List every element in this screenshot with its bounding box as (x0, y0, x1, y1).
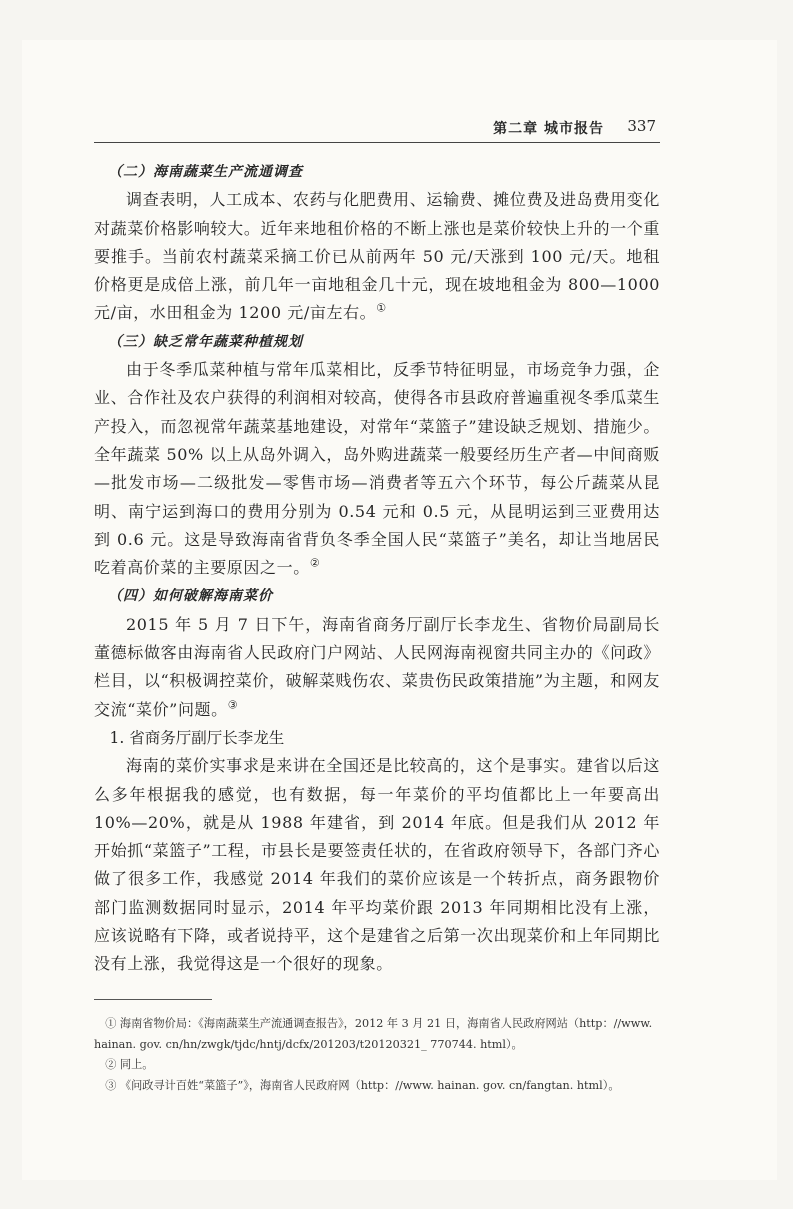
body-text (94, 158, 660, 979)
running-header (94, 112, 660, 143)
section-heading: （四）如何破解海南菜价 (108, 588, 273, 605)
section-heading: （二）海南蔬菜生产流通调查 (108, 164, 303, 180)
subsection-heading: 1. 省商务厅副厅长李龙生 (109, 728, 285, 747)
footnote-mark[interactable]: ① (376, 302, 387, 316)
footnote-divider (94, 999, 212, 1000)
footnote: ③ 《问政寻计百姓“菜篮子”》，海南省人民政府网（http：//www. hainan. gov. cn/fangtan. html）。 (105, 1078, 620, 1092)
footnote: ② 同上。 (105, 1058, 154, 1071)
paragraph (94, 186, 660, 327)
paragraph-text: 由于冬季瓜菜种植与常年瓜菜相比，反季节特征明显，市场竞争力强，企业、合作社及农户获得的利润相对较高，使得各市县政府普遍重视冬季瓜菜生产投入，而忽视常年蔬菜基地建设，对常年“菜篮子”建设缺乏规划、措施少。全年蔬菜 50% 以上从岛外调入，岛外购进蔬菜一般要经历生产者—中间商贩—批发市场—二级批发—零售市场—消费者等五六个环节，每公斤蔬菜从昆明、南宁运到海口的费用分别为 0.54 元和 0.5 元，从昆明运到三亚费用达到 0.6 元。这是导致海南省背负冬季全国人民“菜篮子”美名，却让当地居民吃着高价菜的主要原因之一。 (94, 360, 660, 578)
footnote-mark[interactable]: ③ (227, 698, 239, 712)
page-number: 337 (627, 117, 656, 135)
footnotes (94, 1014, 660, 1096)
paragraph-text: 2015 年 5 月 7 日下午，海南省商务厅副厅长李龙生、省物价局副局长董德标做客由海南省人民政府门户网站、人民网海南视窗共同主办的《问政》栏目，以“积极调控菜价，破解菜贱伤农、菜贵伤民政策措施”为主题，和网友交流“菜价”问题。 (94, 614, 660, 719)
paragraph (94, 356, 660, 582)
footnote-mark[interactable]: ② (309, 556, 321, 570)
paragraph-text: 调查表明，人工成本、农药与化肥费用、运输费、摊位费及进岛费用变化对蔬菜价格影响较大。近年来地租价格的不断上涨也是菜价较快上升的一个重要推手。当前农村蔬菜采摘工价已从前两年 50 元/天涨到 100 元/天。地租价格更是成倍上涨，前几年一亩地租金几十元，现在坡地租金为 800—1000 元/亩，水田租金为 1200 元/亩左右。 (94, 190, 660, 323)
paragraph: 海南的菜价实事求是来讲在全国还是比较高的，这个是事实。建省以后这么多年根据我的感觉，也有数据，每一年菜价的平均值都比上一年要高出 10%—20%，就是从 1988 年建省，到 2014 年底。但是我们从 2012 年开始抓“菜篮子”工程，市县长是要签责任状的，在省政府领导下，各部门齐心做了很多工作，我感觉 2014 年我们的菜价应该是一个转折点，商务跟物价部门监测数据同时显示，2014 年平均菜价跟 2013 年同期相比没有上涨，应该说略有下降，或者说持平，这个是建省之后第一次出现菜价和上年同期比没有上涨，我觉得这是一个很好的现象。 (94, 756, 660, 974)
section-heading: （三）缺乏常年蔬菜种植规划 (108, 333, 303, 350)
footnote: ① 海南省物价局：《海南蔬菜生产流通调查报告》，2012 年 3 月 21 日，海南省人民政府网站（http：//www. hainan. gov. cn/hn/zwgk/tjdc/hntj/dcfx/201203/t20120321_ 770744. html）。 (94, 1017, 653, 1051)
paragraph (94, 611, 660, 724)
chapter-title: 第二章 城市报告 (493, 121, 604, 137)
